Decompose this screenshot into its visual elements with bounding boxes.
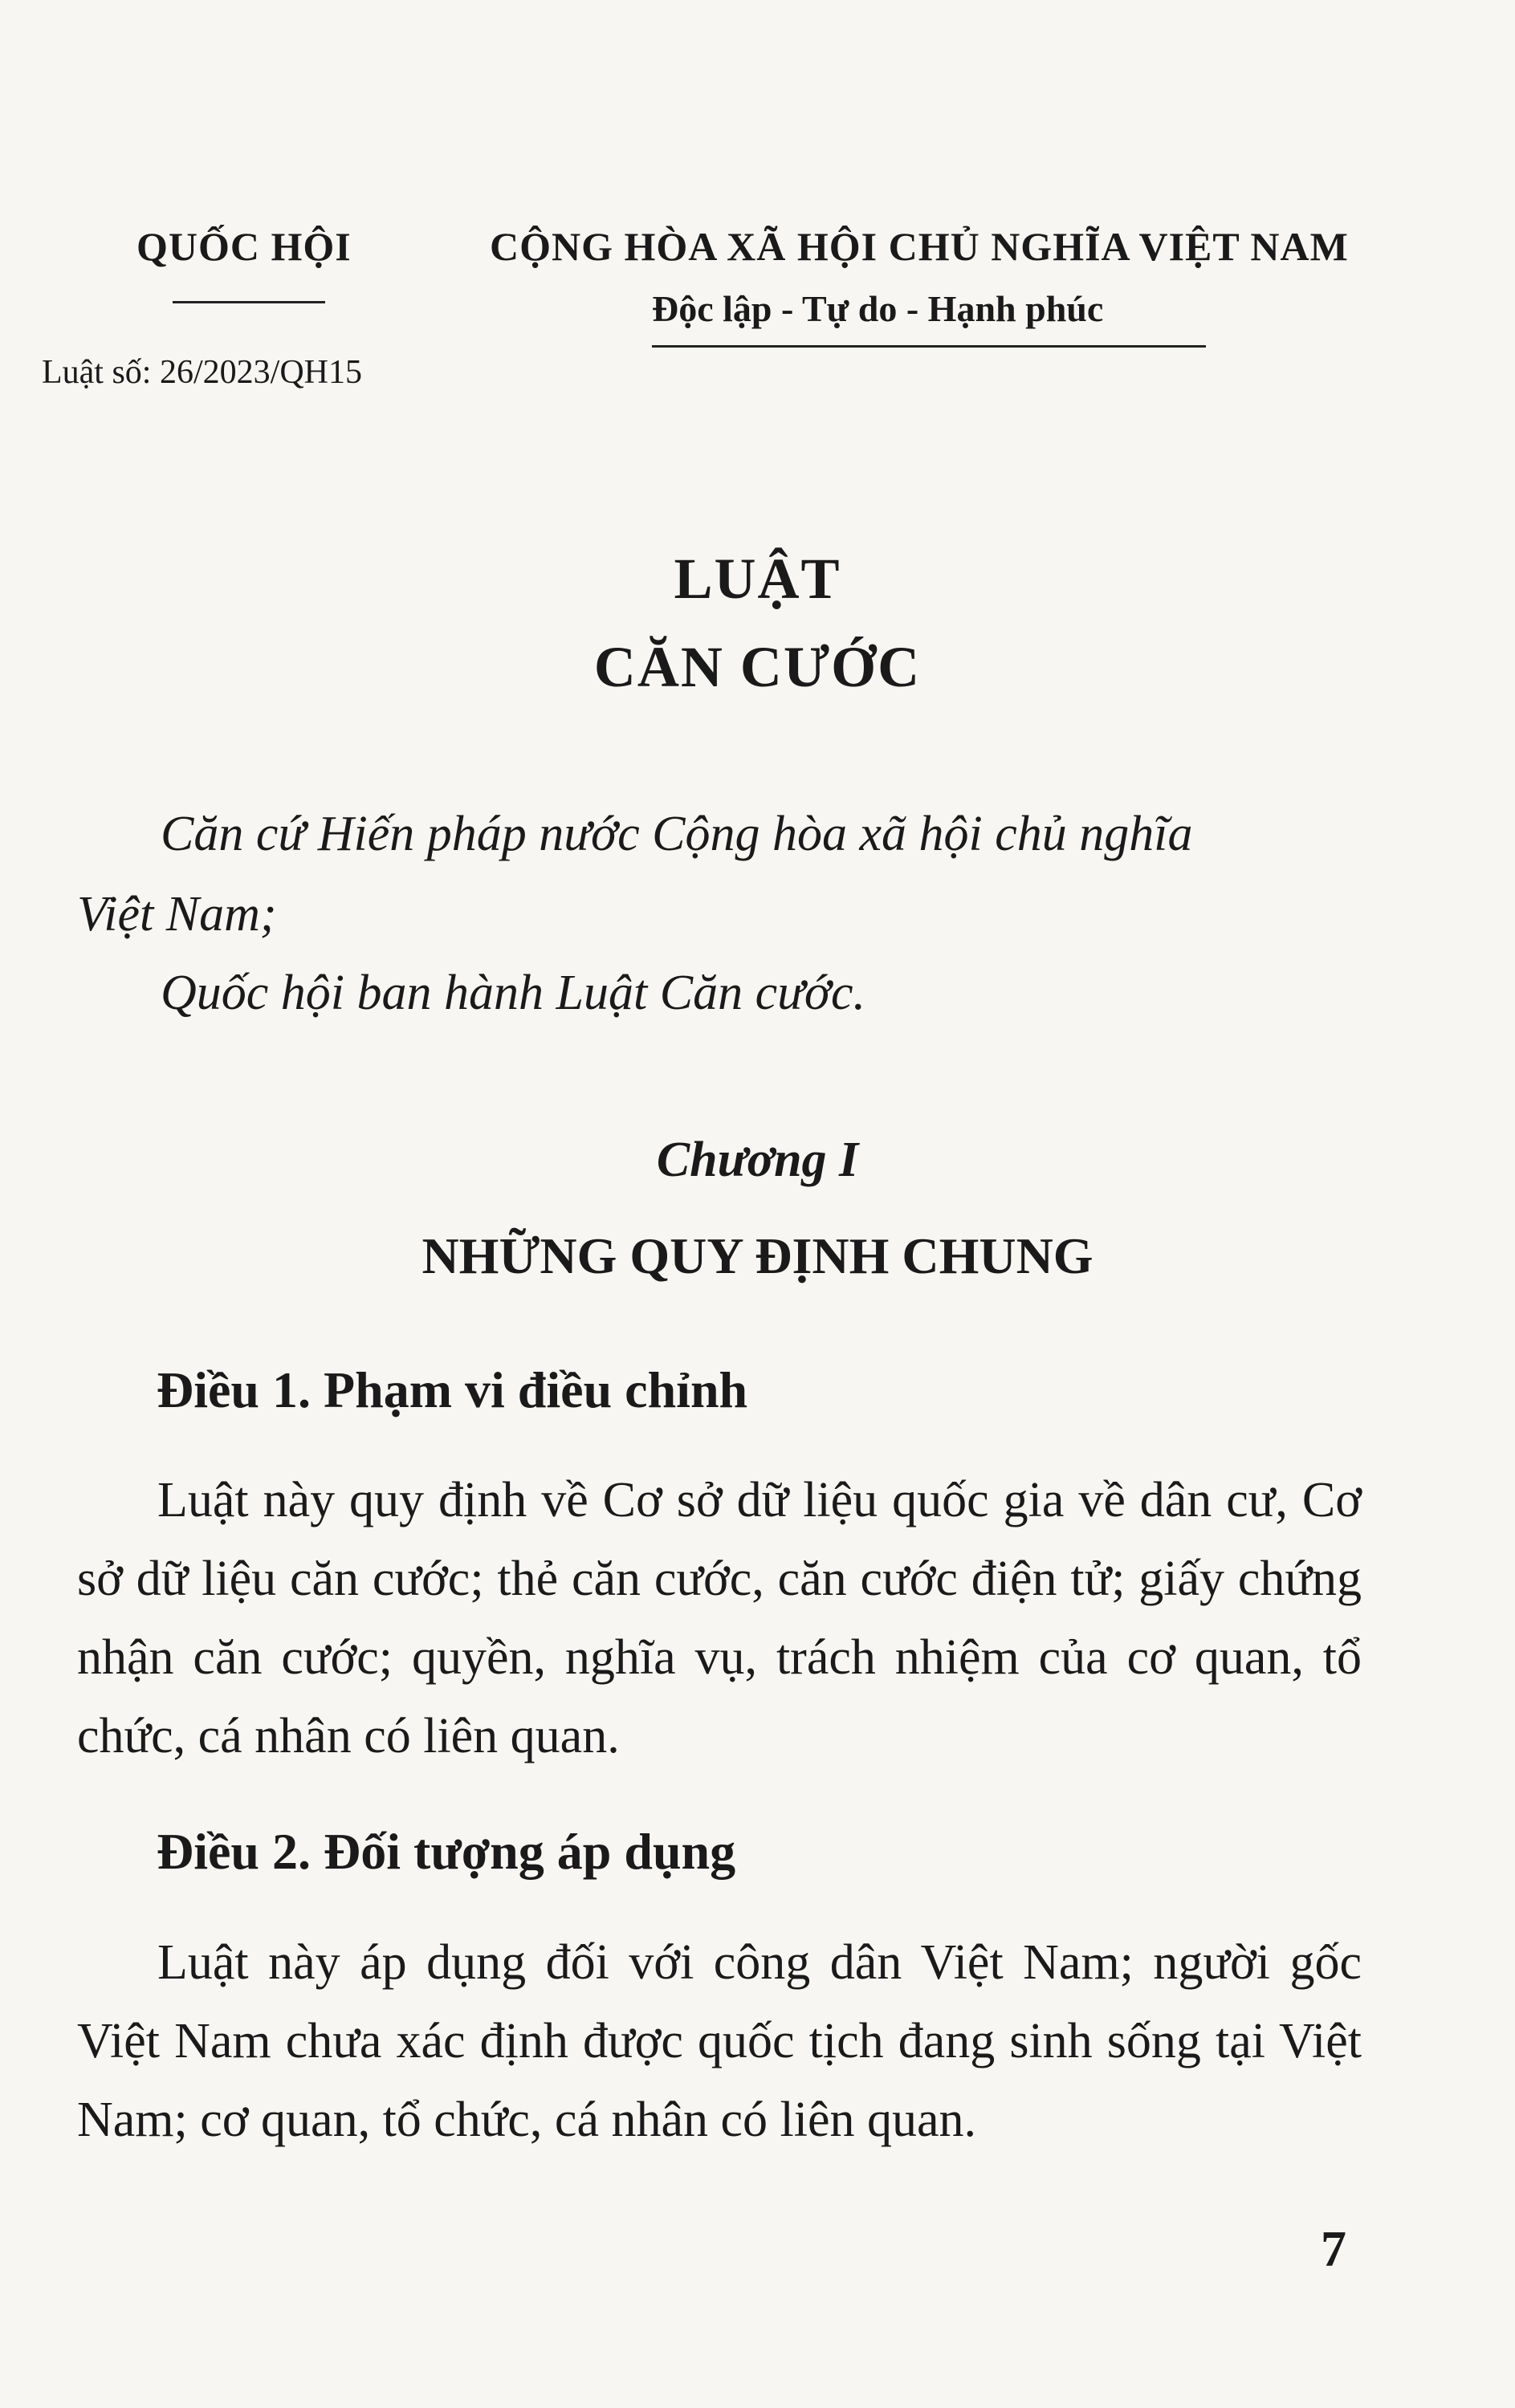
article-2-text: Luật này áp dụng đối với công dân Việt Nam; người gốc Việt Nam chưa xác định được quốc tịch đang sinh sống tại Việt Nam; cơ quan, tổ chức, cá nhân có liên quan. [77, 1935, 1362, 2147]
preamble-line-1: Căn cứ Hiến pháp nước Cộng hòa xã hội chủ nghĩa [161, 807, 1193, 861]
law-title-line2: CĂN CƯỚC [593, 635, 922, 699]
page-number: 7 [1321, 2220, 1346, 2277]
law-number: Luật số: 26/2023/QH15 [42, 354, 362, 391]
chapter-number: Chương I [656, 1133, 859, 1187]
national-motto: Độc lập - Tự do - Hạnh phúc [652, 288, 1104, 329]
issuing-body: QUỐC HỘI [136, 224, 352, 269]
preamble-line-3: Quốc hội ban hành Luật Căn cước. [161, 966, 866, 1020]
republic-name: CỘNG HÒA XÃ HỘI CHỦ NGHĨA VIỆT NAM [490, 224, 1349, 269]
article-1-heading: Điều 1. Phạm vi điều chỉnh [157, 1361, 748, 1418]
chapter-name: NHỮNG QUY ĐỊNH CHUNG [422, 1227, 1093, 1284]
issuing-body-underline [173, 301, 325, 303]
article-1-text: Luật này quy định về Cơ sở dữ liệu quốc gia về dân cư, Cơ sở dữ liệu căn cước; thẻ căn cước, căn cước điện tử; giấy chứng nhận căn cước; quyền, nghĩa vụ, trách nhiệm của cơ quan, tổ chức, cá nhân có liên quan. [77, 1473, 1362, 1763]
article-2-heading: Điều 2. Đối tượng áp dụng [157, 1823, 736, 1880]
preamble-line-2: Việt Nam; [77, 887, 277, 942]
law-title-line1: LUẬT [674, 547, 841, 611]
motto-underline [652, 345, 1206, 348]
